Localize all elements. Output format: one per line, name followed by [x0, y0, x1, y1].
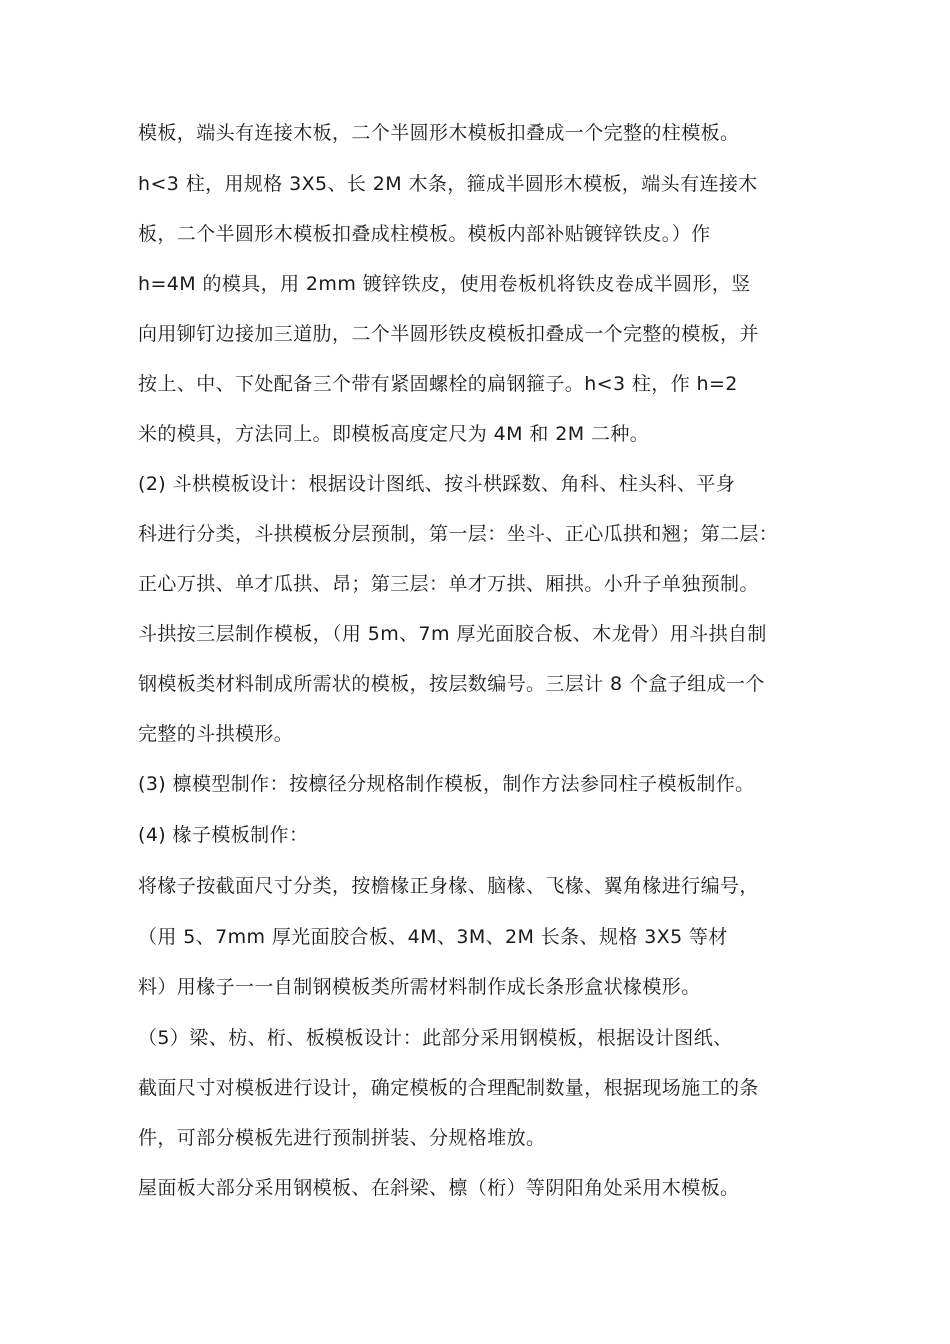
- text-line-21: 件，可部分模板先进行预制拼装、分规格堆放。: [138, 1127, 546, 1149]
- text-line-3: 板，二个半圆形木模板扣叠成柱模板。模板内部补贴镀锌铁皮。）作: [138, 223, 711, 245]
- text-line-12: 钢模板类材料制成所需状的模板，按层数编号。三层计 8 个盒子组成一个: [138, 673, 765, 695]
- text-line-16: 将椽子按截面尺寸分类，按檐椽正身椽、脑椽、飞椽、翼角椽进行编号，: [138, 875, 759, 897]
- text-line-5: 向用铆钉边接加三道肋，二个半圆形铁皮模板扣叠成一个完整的模板，并: [138, 323, 759, 345]
- text-line-13: 完整的斗拱模形。: [138, 723, 294, 745]
- text-line-17: （用 5、7mm 厚光面胶合板、4M、3M、2M 长条、规格 3X5 等材: [138, 926, 728, 948]
- text-line-11: 斗拱按三层制作模板，（用 5m、7m 厚光面胶合板、木龙骨）用斗拱自制: [138, 623, 767, 645]
- text-line-8: (2) 斗栱模板设计：根据设计图纸、按斗栱踩数、角科、柱头科、平身: [138, 473, 736, 495]
- text-line-4: h=4M 的模具，用 2mm 镀锌铁皮，使用卷板机将铁皮卷成半圆形，竖: [138, 273, 751, 295]
- text-line-20: 截面尺寸对模板进行设计，确定模板的合理配制数量，根据现场施工的条: [138, 1077, 759, 1099]
- text-line-9: 科进行分类，斗拱模板分层预制，第一层：坐斗、正心瓜拱和翘；第二层：: [138, 523, 779, 545]
- text-line-1: 模板，端头有连接木板，二个半圆形木模板扣叠成一个完整的柱模板。: [138, 122, 740, 144]
- text-line-6: 按上、中、下处配备三个带有紧固螺栓的扁钢箍子。h<3 柱，作 h=2: [138, 373, 738, 395]
- text-line-10: 正心万拱、单才瓜拱、昂；第三层：单才万拱、厢拱。小升子单独预制。: [138, 573, 759, 595]
- text-line-18: 料）用椽子一一自制钢模板类所需材料制作成长条形盒状椽模形。: [138, 976, 701, 998]
- text-line-2: h<3 柱，用规格 3X5、长 2M 木条，箍成半圆形木模板，端头有连接木: [138, 173, 758, 195]
- text-line-15: (4) 椽子模板制作：: [138, 824, 309, 846]
- text-line-19: （5）梁、枋、桁、板模板设计：此部分采用钢模板，根据设计图纸、: [138, 1027, 733, 1049]
- text-line-14: (3) 檩模型制作：按檩径分规格制作模板，制作方法参同柱子模板制作。: [138, 773, 755, 795]
- text-line-7: 米的模具，方法同上。即模板高度定尺为 4M 和 2M 二种。: [138, 423, 650, 445]
- text-line-22: 屋面板大部分采用钢模板、在斜梁、檩（桁）等阴阳角处采用木模板。: [138, 1177, 740, 1199]
